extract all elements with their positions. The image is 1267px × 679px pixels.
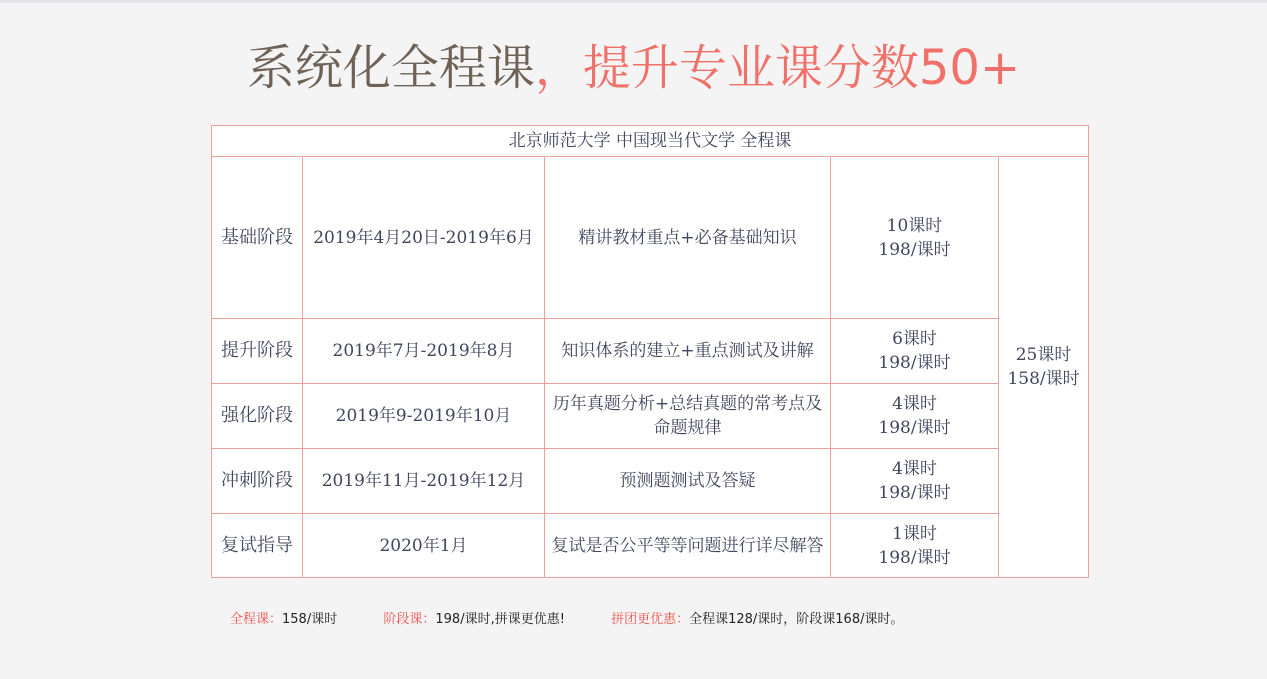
total-cell xyxy=(999,157,1089,578)
total-hours: 25课时 xyxy=(1015,345,1072,365)
table-row xyxy=(212,449,1089,514)
headline-part2: 提升专业课分数50+ xyxy=(582,40,1021,96)
footer-group-value: 全程课128/课时，阶段课168/课时。 xyxy=(689,612,904,627)
stage-hours: 6课时 xyxy=(892,329,937,349)
stage-hours-cell xyxy=(831,384,999,449)
stage-content: 复试是否公平等等问题进行详尽解答 xyxy=(545,514,831,578)
footer-group-offer xyxy=(611,612,903,627)
table-title: 北京师范大学 中国现当代文学 全程课 xyxy=(212,126,1089,157)
total-price: 158/课时 xyxy=(1007,369,1080,389)
stage-hours: 1课时 xyxy=(892,523,937,544)
stage-hours: 4课时 xyxy=(892,459,937,479)
stage-dates: 2019年4月20日-2019年6月 xyxy=(303,157,545,319)
stage-hours: 10课时 xyxy=(886,215,943,236)
stage-name: 强化阶段 xyxy=(212,384,303,449)
footer-full-label: 全程课： xyxy=(230,612,283,627)
stage-price: 198/课时 xyxy=(878,353,951,373)
stage-dates: 2019年7月-2019年8月 xyxy=(303,319,545,384)
stage-name: 提升阶段 xyxy=(212,319,303,384)
headline-separator: ， xyxy=(534,40,583,96)
stage-dates: 2020年1月 xyxy=(303,514,545,578)
table-title-row xyxy=(212,126,1089,157)
stage-content: 精讲教材重点+必备基础知识 xyxy=(545,157,831,319)
footer-stage-value: 198/课时,拼课更优惠! xyxy=(435,612,565,627)
stage-dates: 2019年11月-2019年12月 xyxy=(303,449,545,514)
top-border xyxy=(0,0,1267,3)
footer-stage-label: 阶段课： xyxy=(383,612,436,627)
table-row xyxy=(212,319,1089,384)
stage-hours-cell xyxy=(831,157,999,319)
stage-dates: 2019年9-2019年10月 xyxy=(303,384,545,449)
stage-hours: 4课时 xyxy=(892,394,937,414)
stage-content: 知识体系的建立+重点测试及讲解 xyxy=(545,319,831,384)
table-row xyxy=(212,514,1089,578)
stage-price: 198/课时 xyxy=(878,547,951,568)
stage-name: 冲刺阶段 xyxy=(212,449,303,514)
stage-price: 198/课时 xyxy=(878,239,951,260)
headline-part1: 系统化全程课 xyxy=(246,40,535,96)
stage-hours-cell xyxy=(831,449,999,514)
stage-hours-cell xyxy=(831,319,999,384)
table-row xyxy=(212,384,1089,449)
page-headline xyxy=(0,36,1267,100)
stage-name: 复试指导 xyxy=(212,514,303,578)
stage-name: 基础阶段 xyxy=(212,157,303,319)
stage-price: 198/课时 xyxy=(878,483,951,503)
stage-content: 预测题测试及答疑 xyxy=(545,449,831,514)
footer-group-label: 拼团更优惠： xyxy=(611,612,690,627)
course-table xyxy=(211,125,1089,578)
footer-stage-course xyxy=(383,612,565,627)
footer-full-course xyxy=(230,612,337,627)
stage-price: 198/课时 xyxy=(878,418,951,438)
stage-hours-cell xyxy=(831,514,999,578)
table-row xyxy=(212,157,1089,319)
pricing-footer xyxy=(230,610,945,630)
footer-full-value: 158/课时 xyxy=(282,612,338,627)
stage-content: 历年真题分析+总结真题的常考点及命题规律 xyxy=(545,384,831,449)
